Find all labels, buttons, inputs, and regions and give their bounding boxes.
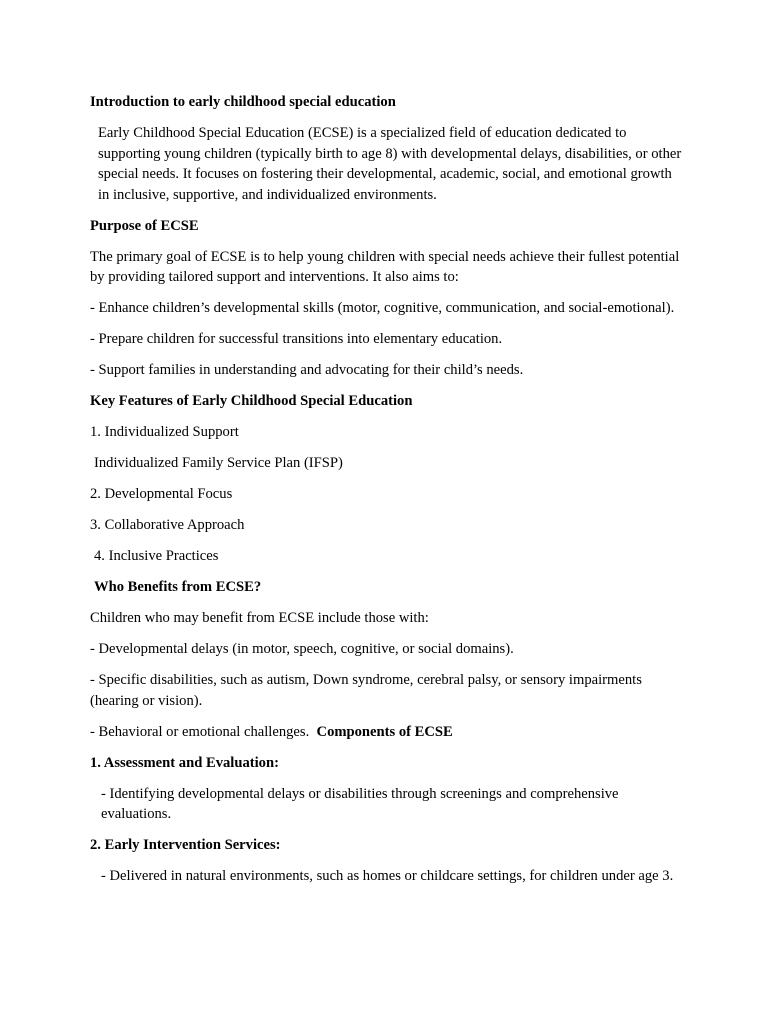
benefits-item: - Behavioral or emotional challenges. [90,723,310,740]
benefits-item: - Specific disabilities, such as autism, Down syndrome, cerebral palsy, or sensory impairments (hearing or vision). [90,672,642,709]
document-page [90,92,685,897]
benefits-item-with-heading [90,722,685,743]
feature-item: 1. Individualized Support [90,424,239,441]
component-text: - Identifying developmental delays or disabilities through screenings and comprehensive evaluations. [101,785,619,823]
document-title: Introduction to early childhood special education [90,94,396,110]
purpose-item: - Prepare children for successful transitions into elementary education. [90,331,503,348]
feature-item: 2. Developmental Focus [90,486,233,503]
components-heading: Components of ECSE [316,723,453,740]
feature-item: 4. Inclusive Practices [94,548,219,565]
purpose-item: - Support families in understanding and advocating for their child’s needs. [90,362,524,379]
component-heading: 1. Assessment and Evaluation: [90,754,279,771]
benefits-heading: Who Benefits from ECSE? [94,579,262,596]
benefits-paragraph: Children who may benefit from ECSE include those with: [90,610,429,627]
purpose-heading: Purpose of ECSE [90,217,199,234]
purpose-paragraph: The primary goal of ECSE is to help young children with special needs achieve their fullest potential by providing tailored support and interventions. It also aims to: [90,248,680,286]
component-text: - Delivered in natural environments, such as homes or childcare settings, for children under age 3. [101,868,674,885]
component-heading: 2. Early Intervention Services: [90,837,281,854]
features-heading: Key Features of Early Childhood Special Education [90,393,413,410]
intro-paragraph: Early Childhood Special Education (ECSE) is a specialized field of education dedicated to supporting young children (typically birth to age 8) with developmental delays, disabilities, or other special needs. It focuses on fostering their developmental, academic, social, and emotional growth in inclusive, supportive, and individualized environments. [98,124,682,203]
purpose-item: - Enhance children’s developmental skills (motor, cognitive, communication, and social-emotional). [90,300,675,317]
benefits-item: - Developmental delays (in motor, speech, cognitive, or social domains). [90,641,514,658]
feature-item: Individualized Family Service Plan (IFSP) [94,455,343,472]
feature-item: 3. Collaborative Approach [90,517,245,534]
